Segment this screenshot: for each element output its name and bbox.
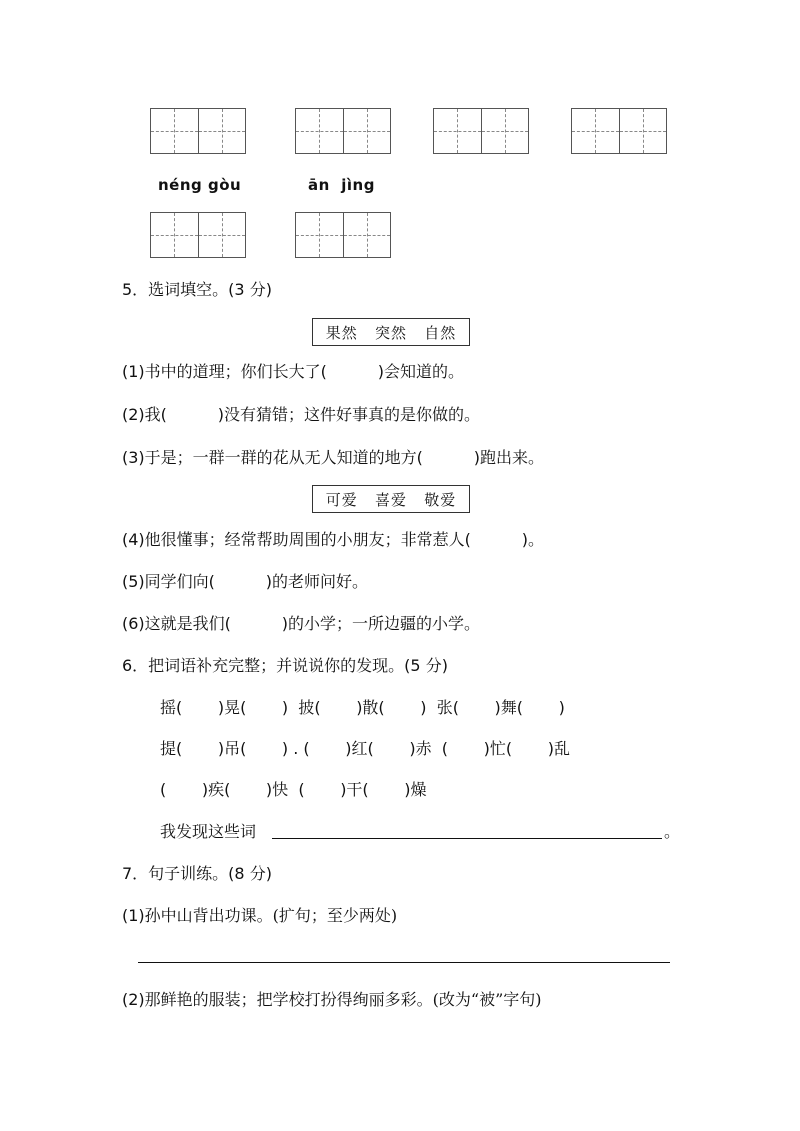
writing-grid-6[interactable] — [295, 212, 391, 258]
q6-row-1: 摇( )晃( ) 披( )散( ) 张( )舞( ) — [160, 698, 565, 717]
q7-item-1 — [122, 906, 397, 926]
q6-row-3: ( )疾( )快 ( )干( )燥 — [160, 780, 427, 799]
q5-word-box-2: 可爱 喜爱 敬爱 — [312, 485, 470, 513]
q6-finding-label: 我发现这些词 — [160, 822, 257, 841]
writing-grid-3[interactable] — [433, 108, 529, 154]
q5-item-6: (6)这就是我们( )的小学；一所边疆的小学。 — [122, 614, 481, 633]
q7-item-2 — [122, 990, 542, 1010]
writing-grid-2[interactable] — [295, 108, 391, 154]
q7-answer-line-1[interactable] — [138, 962, 670, 963]
q5-item-1: (1)书中的道理；你们长大了( )会知道的。 — [122, 362, 465, 381]
q5-title: 5．选词填空。(3 分) — [122, 280, 272, 299]
q7-title: 7．句子训练。(8 分) — [122, 864, 272, 883]
pinyin-2: ān jìng — [308, 176, 375, 194]
writing-grid-1[interactable] — [150, 108, 246, 154]
q6-row-2: 提( )吊( ) . ( )红( )赤 ( )忙( )乱 — [160, 739, 570, 758]
q7-item-1-text: (1)孙中山背出功课。 — [122, 906, 273, 925]
q6-finding-answer-line[interactable] — [272, 838, 662, 839]
q7-item-2-text: (2)那鲜艳的服装；把学校打扮得绚丽多彩。 — [122, 990, 433, 1009]
pinyin-1: néng gòu — [158, 176, 242, 194]
q7-item-2-hint: (改为“被”字句) — [432, 990, 542, 1009]
q5-word-box-1: 果然 突然 自然 — [312, 318, 470, 346]
q7-item-1-hint: (扩句；至少两处) — [272, 906, 398, 925]
q5-item-4: (4)他很懂事；经常帮助周围的小朋友；非常惹人( )。 — [122, 530, 545, 549]
writing-grid-5[interactable] — [150, 212, 246, 258]
writing-grid-4[interactable] — [571, 108, 667, 154]
q6-title: 6．把词语补充完整；并说说你的发现。(5 分) — [122, 656, 448, 675]
q5-item-2: (2)我( )没有猜错；这件好事真的是你做的。 — [122, 405, 481, 424]
q6-finding-end: 。 — [664, 822, 681, 841]
q5-item-5: (5)同学们向( )的老师问好。 — [122, 572, 369, 591]
q5-item-3: (3)于是；一群一群的花从无人知道的地方( )跑出来。 — [122, 448, 545, 467]
